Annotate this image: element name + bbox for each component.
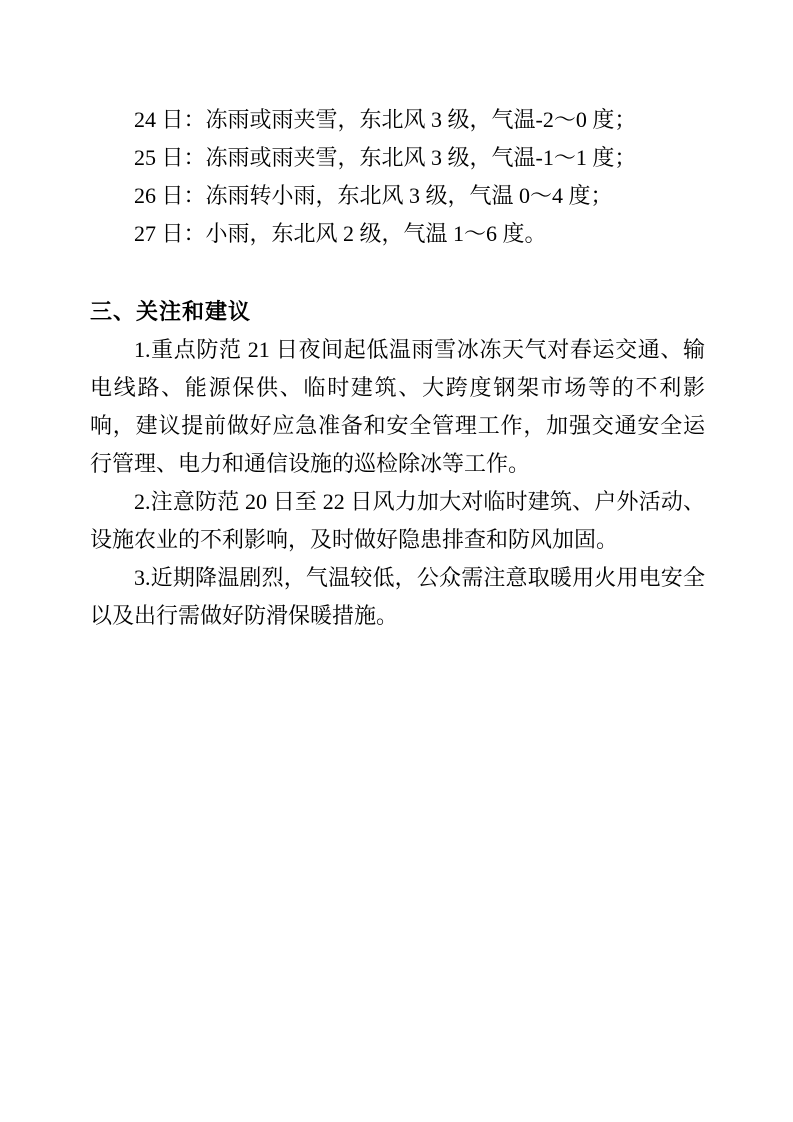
forecast-line-26: 26 日：冻雨转小雨，东北风 3 级，气温 0～4 度； [134, 183, 613, 208]
advice-paragraph-3: 3.近期降温剧烈，气温较低，公众需注意取暖用火用电安全以及出行需做好防滑保暖措施。 [90, 565, 705, 628]
forecast-block [90, 101, 705, 253]
forecast-line-24: 24 日：冻雨或雨夹雪，东北风 3 级，气温-2～0 度； [134, 107, 637, 132]
forecast-line-25: 25 日：冻雨或雨夹雪，东北风 3 级，气温-1～1 度； [134, 145, 637, 170]
section-heading: 三、关注和建议 [90, 299, 252, 324]
advice-paragraph-2: 2.注意防范 20 日至 22 日风力加大对临时建筑、户外活动、设施农业的不利影响，及时做好隐患排查和防风加固。 [90, 489, 705, 552]
advice-paragraph-1: 1.重点防范 21 日夜间起低温雨雪冰冻天气对春运交通、输电线路、能源保供、临时建筑、大跨度钢架市场等的不利影响，建议提前做好应急准备和安全管理工作，加强交通安全运行管理、电力和通信设施的巡检除冰等工作。 [90, 337, 705, 476]
forecast-line-27: 27 日：小雨，东北风 2 级，气温 1～6 度。 [134, 221, 547, 246]
section-gap [90, 253, 705, 293]
